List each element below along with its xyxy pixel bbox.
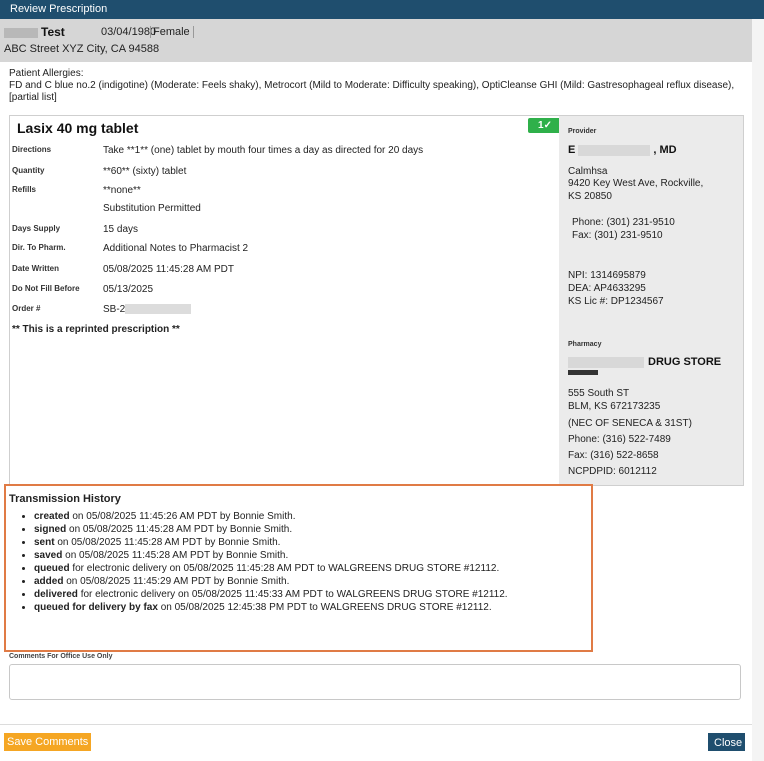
comments-label: Comments For Office Use Only bbox=[9, 653, 113, 660]
page-scroll-strip bbox=[752, 19, 764, 761]
field-label: Quantity bbox=[12, 166, 45, 175]
pharmacy-ncpdpid: NCPDPID: 6012112 bbox=[568, 466, 657, 477]
history-item bbox=[34, 523, 594, 536]
provider-pharmacy-panel bbox=[559, 116, 743, 485]
dialog-title: Review Prescription bbox=[10, 3, 108, 15]
history-item bbox=[34, 510, 594, 523]
allergies-text: FD and C blue no.2 (indigotine) (Moderate: Feels shaky), Metrocort (Mild to Moderate: Difficulty speaking), OptiCleanse GHI (Mild: Gastresophageal reflux disease), [partial list] bbox=[9, 80, 735, 103]
history-item bbox=[34, 588, 594, 601]
field-value: Additional Notes to Pharmacist 2 bbox=[103, 243, 249, 254]
provider-dea: DEA: AP4633295 bbox=[568, 283, 646, 294]
field-label: Days Supply bbox=[12, 224, 61, 233]
history-action: added bbox=[34, 576, 64, 587]
history-action: created bbox=[34, 511, 70, 522]
provider-initial: E bbox=[568, 144, 576, 156]
provider-npi: NPI: 1314695879 bbox=[568, 270, 646, 281]
pharmacy-name-overflow bbox=[568, 370, 628, 375]
field-label: Refills bbox=[12, 185, 37, 194]
reprint-note: ** This is a reprinted prescription ** bbox=[12, 324, 180, 335]
patient-allergies bbox=[9, 68, 749, 104]
provider-fax: Fax: (301) 231-9510 bbox=[572, 230, 663, 241]
transmission-history-list bbox=[16, 510, 594, 614]
patient-gender: Female bbox=[150, 26, 194, 38]
patient-name bbox=[4, 25, 65, 39]
field-value: **60** (sixty) tablet bbox=[103, 166, 187, 177]
history-item bbox=[34, 562, 594, 575]
redacted-first-name bbox=[4, 28, 38, 38]
field-value: 05/13/2025 bbox=[103, 284, 154, 295]
field-label: Order # bbox=[12, 304, 41, 313]
history-detail: for electronic delivery on 05/08/2025 11:45:28 AM PDT to WALGREENS DRUG STORE #12112. bbox=[69, 563, 500, 574]
close-button[interactable]: Close bbox=[708, 733, 745, 751]
provider-license: KS Lic #: DP1234567 bbox=[568, 296, 664, 307]
history-detail: on 05/08/2025 11:45:28 AM PDT by Bonnie Smith. bbox=[66, 524, 293, 535]
field-value: Substitution Permitted bbox=[103, 203, 201, 214]
field-value: **none** bbox=[103, 185, 141, 196]
history-action: queued for delivery by fax bbox=[34, 602, 158, 613]
history-action: sent bbox=[34, 537, 55, 548]
allergies-label: Patient Allergies: bbox=[9, 68, 84, 79]
history-item bbox=[34, 575, 594, 588]
history-detail: on 05/08/2025 11:45:28 AM PDT by Bonnie Smith. bbox=[54, 537, 281, 548]
drug-title: Lasix 40 mg tablet bbox=[17, 120, 139, 136]
approved-badge: 1✓ bbox=[528, 118, 562, 133]
patient-header bbox=[0, 19, 752, 62]
pharmacy-phone: Phone: (316) 522-7489 bbox=[568, 434, 671, 445]
history-detail: on 05/08/2025 11:45:28 AM PDT by Bonnie Smith. bbox=[62, 550, 289, 561]
pharmacy-address-line2: BLM, KS 672173235 bbox=[568, 401, 661, 412]
history-item bbox=[34, 601, 594, 614]
field-value: Take **1** (one) tablet by mouth four times a day as directed for 20 days bbox=[103, 145, 424, 156]
field-value bbox=[103, 304, 191, 315]
field-label: Directions bbox=[12, 145, 52, 154]
pharmacy-name bbox=[568, 356, 721, 368]
history-action: queued bbox=[34, 563, 70, 574]
field-label: Dir. To Pharm. bbox=[12, 243, 66, 252]
patient-address: ABC Street XYZ City, CA 94588 bbox=[4, 43, 160, 55]
patient-last-name: Test bbox=[41, 25, 65, 39]
provider-address-line1: 9420 Key West Ave, Rockville, bbox=[568, 178, 704, 189]
pharmacy-address-line1: 555 South ST bbox=[568, 388, 630, 399]
dialog-titlebar bbox=[0, 0, 764, 19]
pharmacy-address-line3: (NEC OF SENECA & 31ST) bbox=[568, 418, 692, 429]
provider-suffix: , MD bbox=[653, 144, 677, 156]
history-item bbox=[34, 536, 594, 549]
patient-dob: 03/04/1980 bbox=[101, 26, 157, 38]
history-detail: on 05/08/2025 11:45:29 AM PDT by Bonnie Smith. bbox=[63, 576, 290, 587]
provider-phone: Phone: (301) 231-9510 bbox=[572, 217, 675, 228]
provider-address-line2: KS 20850 bbox=[568, 191, 612, 202]
provider-name bbox=[568, 144, 677, 156]
history-detail: on 05/08/2025 11:45:26 AM PDT by Bonnie Smith. bbox=[69, 511, 296, 522]
field-label: Do Not Fill Before bbox=[12, 284, 80, 293]
provider-label: Provider bbox=[568, 128, 597, 135]
history-item bbox=[34, 549, 594, 562]
pharmacy-name-suffix: DRUG STORE bbox=[648, 356, 722, 368]
comments-textarea[interactable] bbox=[9, 664, 741, 700]
redacted-pharmacy-name bbox=[568, 357, 644, 368]
history-action: delivered bbox=[34, 589, 78, 600]
transmission-history-title: Transmission History bbox=[9, 493, 121, 505]
field-value: 15 days bbox=[103, 224, 139, 235]
history-detail: on 05/08/2025 12:45:38 PM PDT to WALGREENS DRUG STORE #12112. bbox=[157, 602, 492, 613]
pharmacy-label: Pharmacy bbox=[568, 341, 602, 348]
pharmacy-fax: Fax: (316) 522-8658 bbox=[568, 450, 659, 461]
provider-org: Calmhsa bbox=[568, 166, 608, 177]
field-value: 05/08/2025 11:45:28 AM PDT bbox=[103, 264, 235, 275]
history-detail: for electronic delivery on 05/08/2025 11:45:33 AM PDT to WALGREENS DRUG STORE #12112. bbox=[77, 589, 508, 600]
footer-divider bbox=[0, 724, 752, 725]
transmission-history bbox=[4, 484, 593, 652]
field-label: Date Written bbox=[12, 264, 59, 273]
prescription-panel bbox=[9, 115, 744, 486]
history-action: saved bbox=[34, 550, 63, 561]
history-action: signed bbox=[34, 524, 67, 535]
save-comments-button[interactable]: Save Comments bbox=[4, 733, 91, 751]
redacted-order-number bbox=[125, 304, 191, 314]
order-number-prefix: SB-2 bbox=[103, 304, 126, 315]
redacted-provider-name bbox=[578, 145, 650, 156]
